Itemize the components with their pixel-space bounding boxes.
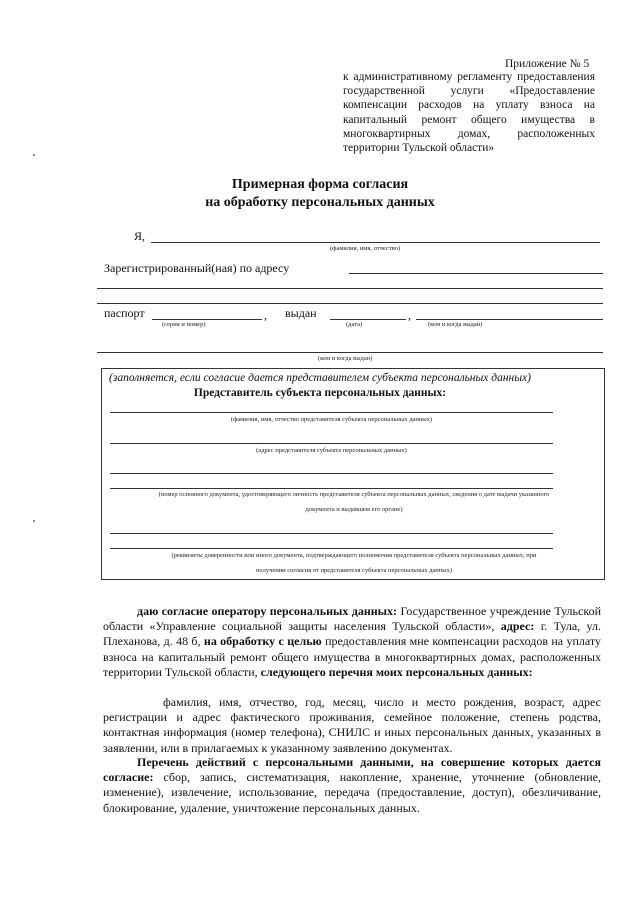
rep-address-caption: (адрес представителя субъекта персональных данных) bbox=[256, 447, 407, 454]
consent-paragraph-1 bbox=[103, 604, 601, 680]
rep-document-caption-2: документа и выдавшем его органе) bbox=[305, 506, 403, 513]
appendix-text: к административному регламенту предоставления государственной услуги «Предоставление компенсации расходов на уплату взноса на капитальный ремонт общего имущества в многоквартирных домах, расположенных территории Тульской области» bbox=[343, 71, 595, 155]
rep-power-caption-2: получении согласия от представителя субъекта персональных данных) bbox=[255, 567, 453, 574]
rep-document-caption-1: (номер основного документа, удостоверяющего личность представителя субъекта персональных данных, сведения о дате выдачи указанного bbox=[158, 491, 550, 498]
rep-power-field-2[interactable] bbox=[110, 548, 553, 549]
ya-label: Я, bbox=[134, 229, 146, 243]
consent-bold-1: даю согласие оператору персональных данных: bbox=[137, 604, 398, 618]
rep-fio-field[interactable] bbox=[110, 412, 553, 413]
issuer-field[interactable] bbox=[416, 319, 603, 320]
consent-bold-4: следующего перечня моих персональных данных: bbox=[257, 664, 533, 679]
comma-2: , bbox=[408, 308, 411, 322]
rep-document-field-1[interactable] bbox=[110, 473, 553, 474]
issuer-field-2[interactable] bbox=[97, 352, 603, 353]
representative-title: Представитель субъекта персональных данных: bbox=[193, 387, 447, 399]
passport-label: паспорт bbox=[104, 306, 145, 320]
passport-series-field[interactable] bbox=[152, 319, 262, 320]
consent-paragraph-2: фамилия, имя, отчество, год, месяц, число и место рождения, возраст, адрес регистрации и адрес фактического проживания, семейное положение, степень родства, контактная информация (номер телефона), СНИЛС и иных персональных данных, указанных в заявлении, или в прилагаемых к указанному заявлению документах. bbox=[103, 695, 601, 755]
rep-fio-caption: (фамилия, имя, отчество представителя субъекта персональных данных) bbox=[230, 416, 433, 423]
fio-caption: (фамилия, имя, отчество) bbox=[330, 245, 401, 252]
issue-date-field[interactable] bbox=[330, 319, 406, 320]
address-field-3[interactable] bbox=[97, 303, 603, 304]
appendix-title: Приложение № 5 bbox=[505, 58, 590, 70]
form-title bbox=[0, 176, 640, 212]
address-field-1[interactable] bbox=[349, 273, 603, 274]
registered-label: Зарегистрированный(ная) по адресу bbox=[104, 261, 290, 275]
rep-power-caption-1: (реквизиты доверенности или иного документа, подтверждающего полномочия представителя субъекта персональных данных, при bbox=[171, 552, 537, 559]
issuer-caption: (кем и когда выдан) bbox=[428, 321, 483, 328]
address-field-2[interactable] bbox=[97, 288, 603, 289]
consent-text-1: Государственное учреждение Тульской области «Управление социальной защиты населения Тульской области», bbox=[103, 604, 601, 634]
fio-field[interactable] bbox=[151, 242, 600, 243]
consent-text-3: предоставления мне компенсации расходов на уплату взноса на капитальный ремонт общего имущества в многоквартирных домах, расположенных территории Тульской области, bbox=[103, 634, 601, 679]
form-title-line1: Примерная форма согласия bbox=[231, 177, 409, 192]
consent-bold-2: адрес: bbox=[494, 619, 535, 634]
rep-address-field[interactable] bbox=[110, 443, 553, 444]
scan-mark bbox=[33, 520, 35, 522]
consent-paragraph-3 bbox=[103, 755, 601, 816]
actions-text: сбор, запись, систематизация, накопление, хранение, уточнение (обновление, изменение), извлечение, использование, передача (предоставление, доступ), обезличивание, блокирование, удаление, уничтожение персональных данных. bbox=[103, 770, 601, 815]
form-title-line2: на обработку персональных данных bbox=[205, 195, 435, 210]
issuer-caption-2: (кем и когда выдан) bbox=[318, 355, 373, 362]
consent-bold-3: на обработку с целью bbox=[200, 634, 322, 649]
date-caption: (дата) bbox=[346, 321, 363, 328]
comma-1: , bbox=[264, 308, 267, 322]
issued-label: выдан bbox=[285, 306, 317, 320]
representative-note: (заполняется, если согласие дается представителем субъекта персональных данных) bbox=[109, 372, 531, 384]
scan-mark bbox=[33, 154, 35, 156]
rep-document-field-2[interactable] bbox=[110, 488, 553, 489]
actions-bold: Перечень действий с персональными данными, на совершение которых дается согласие: bbox=[103, 755, 601, 785]
series-caption: (серия и номер) bbox=[162, 321, 206, 328]
consent-text-2: г. Тула, ул. Плеханова, д. 48 б, bbox=[103, 619, 601, 649]
rep-power-field-1[interactable] bbox=[110, 533, 553, 534]
